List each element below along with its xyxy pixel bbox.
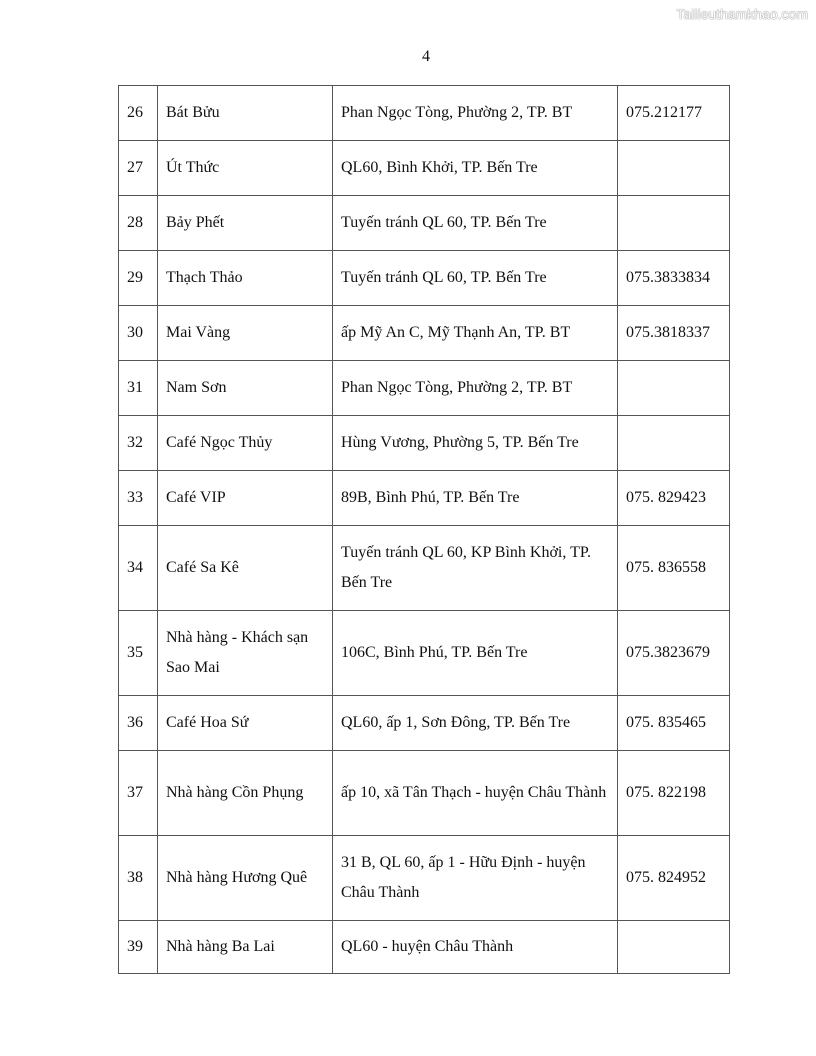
venue-name: Nhà hàng Cồn Phụng bbox=[158, 751, 333, 836]
row-number: 27 bbox=[119, 141, 158, 196]
table-row bbox=[119, 921, 730, 974]
venue-phone: 075. 835465 bbox=[618, 696, 730, 751]
venue-name: Bát Bửu bbox=[158, 86, 333, 141]
venue-name: Café Ngọc Thủy bbox=[158, 416, 333, 471]
venue-address: Hùng Vương, Phường 5, TP. Bến Tre bbox=[333, 416, 618, 471]
table-row bbox=[119, 361, 730, 416]
table-row bbox=[119, 471, 730, 526]
table-row bbox=[119, 251, 730, 306]
venue-address: 89B, Bình Phú, TP. Bến Tre bbox=[333, 471, 618, 526]
venue-phone: 075. 829423 bbox=[618, 471, 730, 526]
page-number: 4 bbox=[422, 48, 430, 65]
row-number: 35 bbox=[119, 611, 158, 696]
table-row bbox=[119, 416, 730, 471]
venue-name: Café Hoa Sứ bbox=[158, 696, 333, 751]
row-number: 37 bbox=[119, 751, 158, 836]
venue-name: Nhà hàng - Khách sạn Sao Mai bbox=[158, 611, 333, 696]
row-number: 38 bbox=[119, 836, 158, 921]
venue-address: Tuyến tránh QL 60, KP Bình Khởi, TP. Bến Tre bbox=[333, 526, 618, 611]
venue-phone: 075.3818337 bbox=[618, 306, 730, 361]
watermark: Tailieuthamkhao.com bbox=[676, 6, 808, 22]
row-number: 28 bbox=[119, 196, 158, 251]
venue-phone bbox=[618, 361, 730, 416]
row-number: 32 bbox=[119, 416, 158, 471]
table-row bbox=[119, 526, 730, 611]
venue-address: QL60, Bình Khởi, TP. Bến Tre bbox=[333, 141, 618, 196]
venue-name: Thạch Thảo bbox=[158, 251, 333, 306]
venue-name: Café Sa Kê bbox=[158, 526, 333, 611]
row-number: 39 bbox=[119, 921, 158, 974]
row-number: 34 bbox=[119, 526, 158, 611]
venue-address: QL60, ấp 1, Sơn Đông, TP. Bến Tre bbox=[333, 696, 618, 751]
table-row bbox=[119, 611, 730, 696]
row-number: 30 bbox=[119, 306, 158, 361]
row-number: 26 bbox=[119, 86, 158, 141]
row-number: 33 bbox=[119, 471, 158, 526]
venue-name: Út Thức bbox=[158, 141, 333, 196]
venue-name: Café VIP bbox=[158, 471, 333, 526]
venue-phone: 075. 836558 bbox=[618, 526, 730, 611]
venue-name: Nhà hàng Ba Lai bbox=[158, 921, 333, 974]
venue-phone: 075. 822198 bbox=[618, 751, 730, 836]
venue-address: Tuyến tránh QL 60, TP. Bến Tre bbox=[333, 251, 618, 306]
venue-phone bbox=[618, 141, 730, 196]
table-row bbox=[119, 86, 730, 141]
venue-address: Tuyến tránh QL 60, TP. Bến Tre bbox=[333, 196, 618, 251]
table-row bbox=[119, 196, 730, 251]
venue-phone bbox=[618, 921, 730, 974]
venue-address: ấp Mỹ An C, Mỹ Thạnh An, TP. BT bbox=[333, 306, 618, 361]
venue-name: Nhà hàng Hương Quê bbox=[158, 836, 333, 921]
venue-address: 31 B, QL 60, ấp 1 - Hữu Định - huyện Châu Thành bbox=[333, 836, 618, 921]
table-row bbox=[119, 141, 730, 196]
table-row bbox=[119, 751, 730, 836]
venue-phone bbox=[618, 196, 730, 251]
venue-address: Phan Ngọc Tòng, Phường 2, TP. BT bbox=[333, 86, 618, 141]
venue-phone bbox=[618, 416, 730, 471]
venue-phone: 075.3833834 bbox=[618, 251, 730, 306]
row-number: 36 bbox=[119, 696, 158, 751]
venue-phone: 075.212177 bbox=[618, 86, 730, 141]
venue-address: QL60 - huyện Châu Thành bbox=[333, 921, 618, 974]
row-number: 31 bbox=[119, 361, 158, 416]
venue-name: Mai Vàng bbox=[158, 306, 333, 361]
venue-name: Bảy Phết bbox=[158, 196, 333, 251]
venue-phone: 075.3823679 bbox=[618, 611, 730, 696]
row-number: 29 bbox=[119, 251, 158, 306]
venue-phone: 075. 824952 bbox=[618, 836, 730, 921]
table-row bbox=[119, 306, 730, 361]
venue-address: 106C, Bình Phú, TP. Bến Tre bbox=[333, 611, 618, 696]
restaurant-table bbox=[118, 85, 730, 974]
table-row bbox=[119, 696, 730, 751]
table-row bbox=[119, 836, 730, 921]
venue-address: Phan Ngọc Tòng, Phường 2, TP. BT bbox=[333, 361, 618, 416]
venue-name: Nam Sơn bbox=[158, 361, 333, 416]
venue-address: ấp 10, xã Tân Thạch - huyện Châu Thành bbox=[333, 751, 618, 836]
